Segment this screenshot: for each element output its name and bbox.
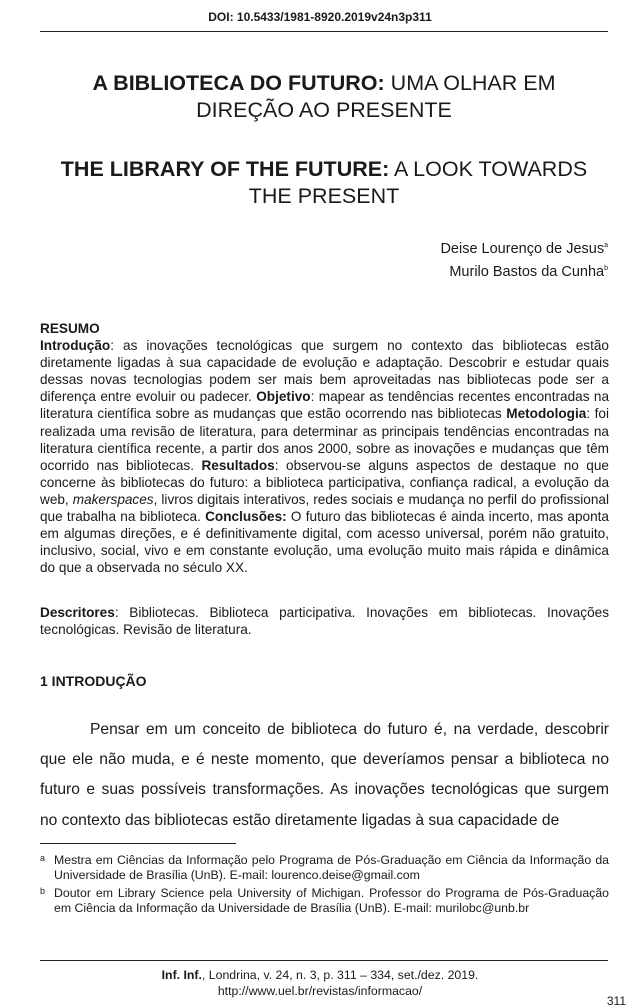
- intro-label: Introdução: [40, 338, 111, 354]
- results-text-1: : observou-se alguns aspectos de destaque no que concerne às bibliotecas do futuro: a biblioteca participativa, confiança radical, a evolução da web,: [40, 457, 609, 507]
- section-heading: 1 INTRODUÇÃO: [40, 673, 147, 689]
- conclusions-text: O futuro das bibliotecas é ainda incerto, mas aponta em algumas direções, e é definitivamente digital, com acesso universal, porém não gratuito, inclusivo, social, vivo e em constante evolução, uma evolução muito mais rápida e dinâmica do que a observada no século XX.: [40, 509, 609, 576]
- title-english: [40, 156, 608, 210]
- author-1: [440, 236, 608, 259]
- footnote-a-mark: a: [40, 853, 46, 863]
- descriptors-label: Descritores: [40, 605, 115, 620]
- title-pt-line1: UMA OLHAR EM: [384, 71, 556, 95]
- author-2: [440, 259, 608, 282]
- results-label: Resultados: [201, 457, 275, 473]
- footnote-a: [40, 853, 609, 883]
- title-pt-line2: DIREÇÃO AO PRESENTE: [196, 98, 452, 122]
- title-en-line1: A LOOK TOWARDS: [389, 157, 588, 181]
- body-text: Pensar em um conceito de biblioteca do futuro é, na verdade, descobrir que ele não muda, e é neste momento, que deveríamos pensar a biblioteca no futuro e suas possíveis transformações. As inovações tecnológicas que surgem no contexto das bibliotecas estão diretamente ligadas à sua capacidade de: [40, 721, 609, 829]
- method-text: : foi realizada uma revisão de literatura, para determinar as principais tendências encontradas na literatura científica recente, a partir dos anos 2000, sobre as inovações e mudanças que têm ocorrido nas bibliotecas.: [40, 406, 609, 473]
- journal-url: http://www.uel.br/revistas/informacao/: [217, 984, 423, 998]
- conclusions-label: Conclusões:: [205, 509, 287, 525]
- descriptors-text: : Bibliotecas. Biblioteca participativa. Inovações em bibliotecas. Inovações tecnológicas. Revisão de literatura.: [40, 605, 609, 638]
- title-pt-bold: A BIBLIOTECA DO FUTURO:: [92, 71, 385, 95]
- results-text-2: , livros digitais interativos, redes sociais e mudança no perfil do profissional que trabalha na biblioteca.: [40, 491, 609, 525]
- footnote-b-mark: b: [40, 886, 46, 896]
- authors-block: [440, 236, 608, 282]
- footer-rule: [40, 960, 608, 961]
- title-portuguese: [40, 70, 608, 124]
- abstract-heading: RESUMO: [40, 321, 100, 336]
- author-1-name: Deise Lourenço de Jesus: [440, 240, 605, 257]
- abstract-text: [40, 337, 609, 576]
- footnote-a-text: Mestra em Ciências da Informação pelo Programa de Pós-Graduação em Ciência da Informação da Universidade de Brasília (UnB). E-mail: lourenco.deise@gmail.com: [54, 853, 609, 883]
- footnote-b: [40, 886, 609, 916]
- body-paragraph: [40, 715, 609, 836]
- author-2-name: Murilo Bastos da Cunha: [449, 263, 605, 280]
- descriptors-block: [40, 604, 609, 638]
- results-italic: makerspaces: [72, 491, 154, 507]
- author-2-mark: b: [604, 264, 608, 272]
- footer-citation: [0, 967, 640, 999]
- objective-label: Objetivo: [256, 389, 311, 405]
- objective-text: : mapear as tendências recentes encontradas na literatura científica sobre as mudanças que estão ocorrendo nas bibliotecas: [40, 389, 610, 422]
- title-en-bold: THE LIBRARY OF THE FUTURE:: [60, 157, 390, 181]
- title-en-line2: THE PRESENT: [248, 184, 400, 208]
- footnote-b-text: Doutor em Library Science pela University of Michigan. Professor do Programa de Pós-Graduação em Ciência da Informação da Universidade de Brasília (UnB). E-mail: murilobc@unb.br: [54, 886, 609, 916]
- abstract-block: [40, 320, 609, 576]
- footnote-rule: [40, 843, 236, 844]
- page-number: 311: [606, 994, 626, 1008]
- journal-citation: , Londrina, v. 24, n. 3, p. 311 – 334, set./dez. 2019.: [201, 968, 479, 982]
- doi-header: DOI: 10.5433/1981-8920.2019v24n3p311: [208, 10, 432, 24]
- author-1-mark: a: [604, 242, 608, 249]
- method-label: Metodologia: [506, 406, 587, 422]
- journal-name: Inf. Inf.: [161, 968, 202, 982]
- intro-text: : as inovações tecnológicas que surgem no contexto das bibliotecas estão diretamente ligadas à sua capacidade de evolução e adaptação. Descobrir e estudar quais dessas novas tecnologias podem ser mais bem aproveitadas nas bibliotecas pode ser a diferença entre evoluir ou padecer.: [40, 338, 609, 405]
- header-rule: [40, 31, 608, 32]
